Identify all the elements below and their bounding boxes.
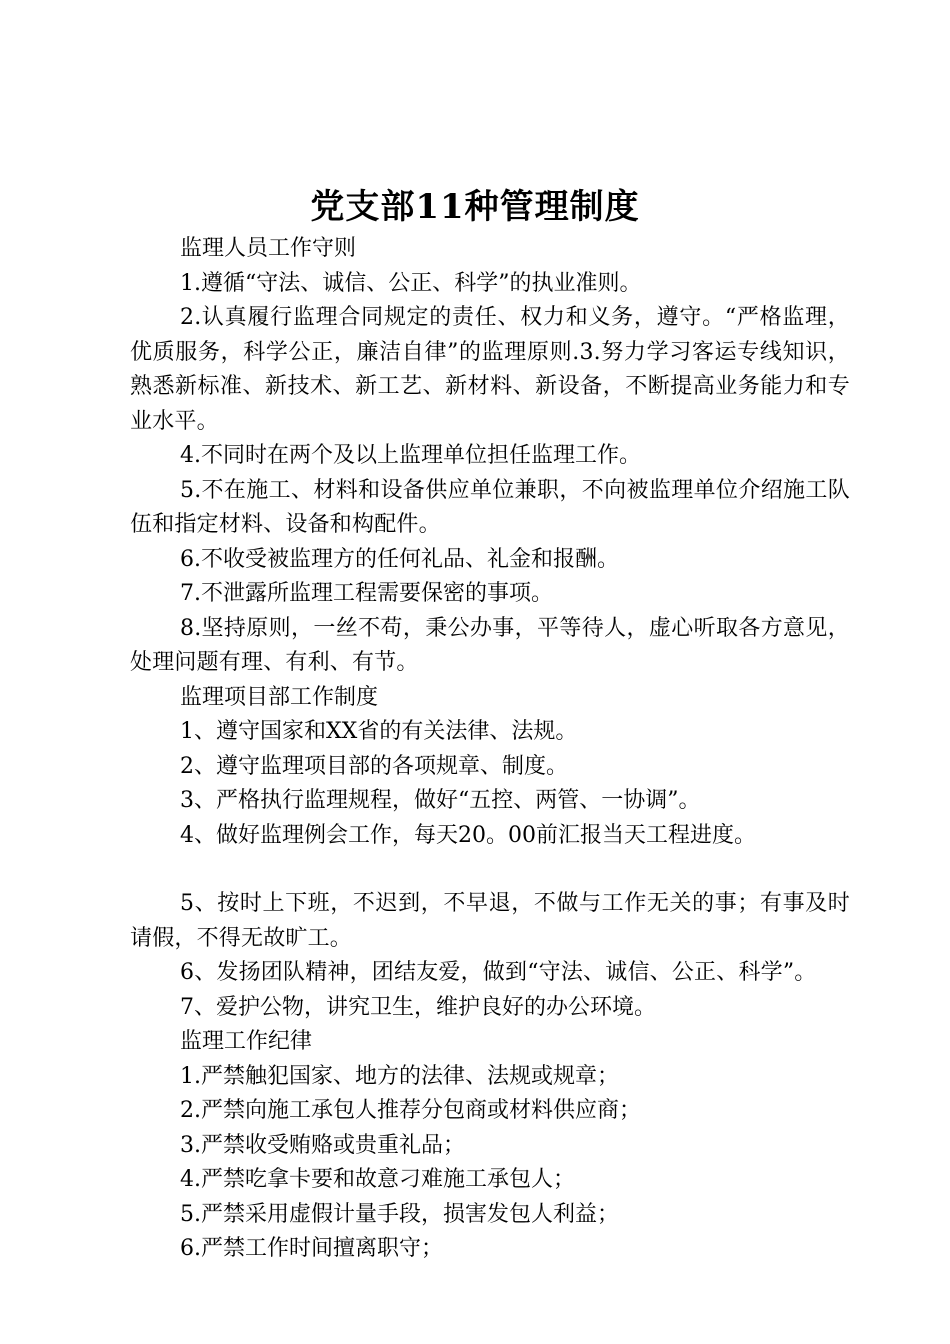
paragraph: 7、爱护公物，讲究卫生，维护良好的办公环境。	[180, 994, 656, 1020]
blank-line	[130, 853, 850, 887]
paragraph: 4.不同时在两个及以上监理单位担任监理工作。	[180, 443, 641, 468]
paragraph: 6.严禁工作时间擅离职守；	[180, 1236, 443, 1261]
paragraph: 2、遵守监理项目部的各项规章、制度。	[180, 753, 568, 779]
section-heading-discipline: 监理工作纪律	[180, 1029, 313, 1054]
paragraph: 6、发扬团队精神，团结友爱，做到“守法、诚信、公正、科学”。	[180, 960, 817, 985]
section-heading-supervisor-rules: 监理人员工作守则	[180, 236, 357, 261]
paragraph: 6.不收受被监理方的任何礼品、礼金和报酬。	[180, 546, 619, 572]
document-body	[130, 232, 850, 1267]
paragraph: 5.严禁采用虚假计量手段，损害发包人利益；	[180, 1201, 619, 1227]
paragraph: 3、严格执行监理规程，做好“五控、两管、一协调”。	[180, 788, 701, 813]
paragraph: 4、做好监理例会工作，每天20。00前汇报当天工程进度。	[180, 822, 756, 848]
paragraph: 5.不在施工、材料和设备供应单位兼职，不向被监理单位介绍施工队伍和指定材料、设备和构配件。	[130, 477, 850, 537]
paragraph: 1.严禁触犯国家、地方的法律、法规或规章；	[180, 1063, 619, 1089]
paragraph: 7.不泄露所监理工程需要保密的事项。	[180, 581, 553, 606]
document-title: 党支部11种管理制度	[310, 187, 640, 227]
paragraph: 8.坚持原则，一丝不苟，秉公办事，平等待人，虚心听取各方意见，处理问题有理、有利、有节。	[130, 615, 850, 675]
paragraph: 2.严禁向施工承包人推荐分包商或材料供应商；	[180, 1098, 641, 1123]
paragraph: 5、按时上下班，不迟到，不早退，不做与工作无关的事；有事及时请假，不得无故旷工。	[130, 891, 850, 951]
paragraph: 4.严禁吃拿卡要和故意刁难施工承包人；	[180, 1167, 575, 1192]
paragraph: 3.严禁收受贿赂或贵重礼品；	[180, 1132, 465, 1158]
section-heading-project-rules: 监理项目部工作制度	[180, 684, 379, 710]
paragraph: 1.遵循“守法、诚信、公正、科学”的执业准则。	[180, 270, 642, 296]
paragraph: 2.认真履行监理合同规定的责任、权力和义务，遵守。“严格监理，优质服务，科学公正，廉洁自律”的监理原则.3.努力学习客运专线知识，熟悉新标准、新技术、新工艺、新材料、新设备，不断提高业务能力和专业水平。	[130, 305, 850, 434]
paragraph: 1、遵守国家和XX省的有关法律、法规。	[180, 719, 578, 744]
